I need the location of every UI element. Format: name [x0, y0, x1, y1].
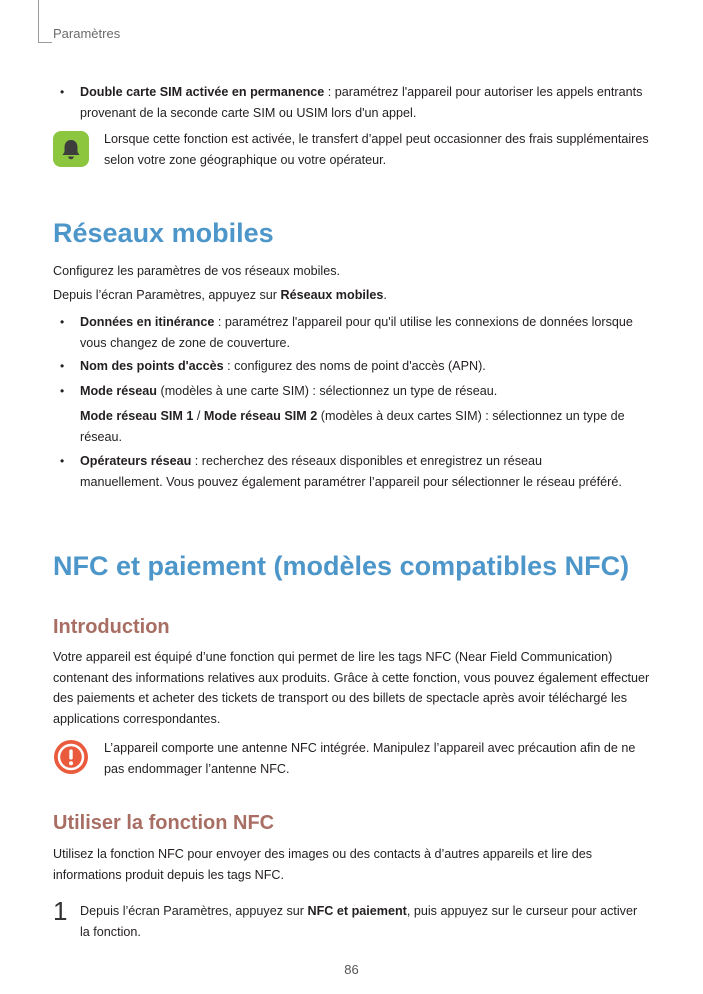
item-term: Double carte SIM activée en permanence [80, 85, 325, 99]
step-term: NFC et paiement [307, 904, 407, 918]
warning-icon [54, 740, 88, 774]
item-term: Mode réseau SIM 1 [80, 409, 194, 423]
item-term: Nom des points d'accès [80, 359, 224, 373]
bullet-dot: • [60, 454, 65, 468]
item-separator: / [193, 409, 204, 423]
item-text: : paramétrez l'appareil pour qu'il utilise les connexions de données lorsque vous changez de zone de couverture. [80, 315, 633, 350]
bullet-dot: • [60, 359, 65, 373]
page-number: 86 [344, 962, 359, 977]
paragraph-path [53, 285, 653, 306]
header-rule-vertical [38, 0, 39, 42]
item-term: Mode réseau [80, 384, 157, 398]
paragraph-intro: Configurez les paramètres de vos réseaux mobiles. [53, 264, 340, 278]
bell-icon [53, 131, 89, 167]
subsection-title-introduction: Introduction [53, 616, 170, 638]
section-title-mobile-networks: Réseaux mobiles [53, 218, 274, 248]
header-rule-horizontal [38, 42, 52, 43]
item-text: (modèles à deux cartes SIM) : sélectionnez un type de réseau. [80, 409, 625, 444]
item-term: Opérateurs réseau [80, 454, 192, 468]
path-term: Réseaux mobiles [280, 288, 384, 302]
paragraph-nfc-use: Utilisez la fonction NFC pour envoyer des images ou des contacts à d’autres appareils et lire des informations produit depuis les tags NFC. [53, 847, 593, 882]
list-item-network-mode [80, 381, 650, 402]
step-instruction [80, 901, 645, 942]
item-term: Mode réseau SIM 2 [203, 409, 318, 423]
bullet-dot: • [60, 384, 65, 398]
list-item-roaming [80, 312, 645, 353]
item-term: Données en itinérance [80, 315, 215, 329]
running-header: Paramètres [53, 26, 121, 41]
list-item-apn [80, 356, 650, 377]
step-suffix: , puis appuyez sur le curseur pour activer la fonction. [80, 904, 638, 939]
paragraph-nfc-intro: Votre appareil est équipé d’une fonction qui permet de lire les tags NFC (Near Field Communication) contenant des informations relatives aux produits. Grâce à cette fonction, vous pouvez également effectuer des paiements et acheter des tickets de transport ou des billets de spectacle après avoir téléchargé les applications correspondantes. [53, 650, 650, 726]
item-text: : recherchez des réseaux disponibles et enregistrez un réseau manuellement. Vous pouvez également paramétrer l’appareil pour sélectionner le réseau préféré. [80, 454, 622, 489]
bullet-dot: • [60, 85, 65, 99]
item-text: : configurez des noms de point d'accès (APN). [223, 359, 486, 373]
item-text: : paramétrez l'appareil pour autoriser les appels entrants provenant de la seconde carte SIM ou USIM lors d'un appel. [80, 85, 643, 120]
sub-item-dual-sim-mode [80, 406, 655, 447]
path-suffix: . [383, 288, 387, 302]
item-text: (modèles à une carte SIM) : sélectionnez un type de réseau. [157, 384, 498, 398]
path-prefix: Depuis l’écran Paramètres, appuyez sur [53, 288, 281, 302]
bullet-dot: • [60, 315, 65, 329]
list-item-operators [80, 451, 625, 492]
note-call-forwarding: Lorsque cette fonction est activée, le transfert d’appel peut occasionner des frais supplémentaires selon votre zone géographique ou votre opérateur. [104, 132, 649, 167]
warning-nfc-antenna: L’appareil comporte une antenne NFC intégrée. Manipulez l’appareil avec précaution afin de ne pas endommager l’antenne NFC. [104, 741, 636, 776]
step-prefix: Depuis l’écran Paramètres, appuyez sur [80, 904, 308, 918]
subsection-title-use-nfc: Utiliser la fonction NFC [53, 812, 275, 834]
list-item-dual-sim [80, 82, 655, 123]
step-number: 1 [53, 896, 68, 926]
section-title-nfc: NFC et paiement (modèles compatibles NFC) [53, 551, 630, 581]
